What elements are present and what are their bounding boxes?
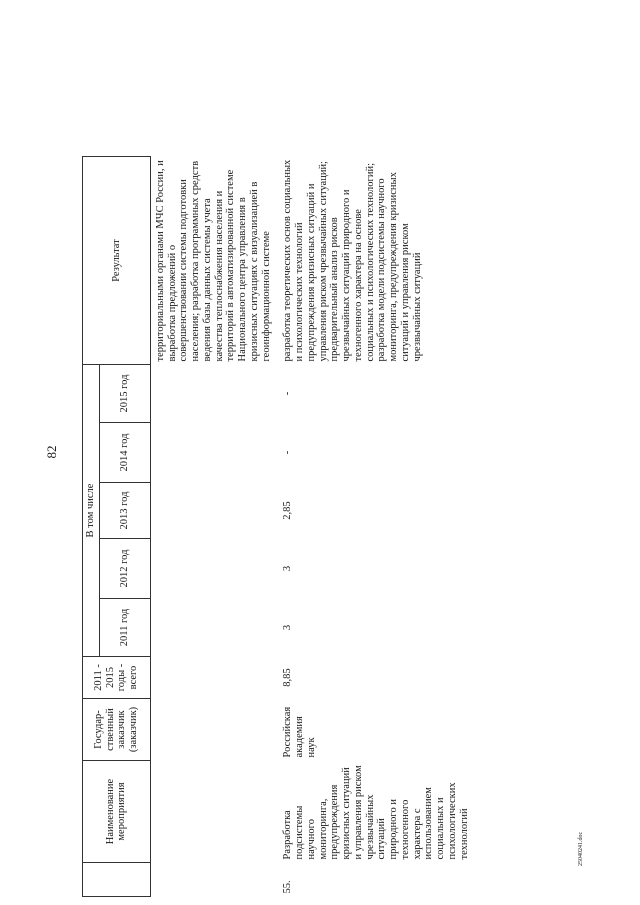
row-2015 (150, 365, 274, 423)
row-number (150, 863, 274, 897)
header-result: Результат (83, 157, 151, 365)
row-number: 55. (282, 880, 294, 894)
header-2011: 2011 год (99, 599, 150, 657)
row-result: разработка теоретических основ социальных и психологических технологий предупреждения кризисных ситуаций и управления риском чрезвычайных ситуаций; предварительный анализ рисков чрезвычайных ситуаций природного и техногенного характера на основе социальных и психологических технологий; разработка модели подсистемы научного мониторинга, предупреждения кризисных ситуаций и управления риском чрезвычайных ситуаций (282, 159, 423, 362)
row-2012 (150, 539, 274, 599)
row-2014 (150, 423, 274, 483)
row-2012: 3 (282, 565, 294, 572)
header-name: Наименование мероприятия (83, 761, 151, 863)
header-2014: 2014 год (99, 423, 150, 483)
row-result: территориальными органами МЧС России, и выработка предложений о совершенствовании системы подготовки населения; разработка программных средств ведения базы данных системы учета качества теплоснабжения населения и территорий в автоматизированной системе Национального центра управления в кризисных ситуациях с визуализацией в геоинформационной системе (154, 160, 272, 362)
page-number: 82 (44, 445, 59, 459)
row-2015: - (282, 391, 294, 396)
header-number-cell (83, 863, 151, 897)
row-customer: Российская академия наук (282, 706, 317, 758)
row-2014: - (282, 450, 294, 455)
row-name: Разработка подсистемы научного мониторинга, предупреждения кризисных ситуаций и управления риском чрезвычайных ситуаций природного и техногенного характера с использованием социальных и психологических технологий (282, 765, 470, 860)
row-total: 8,85 (282, 668, 294, 687)
row-customer (150, 699, 274, 761)
header-customer: Государ-ственный заказчик (заказчик) (83, 699, 151, 761)
header-2013: 2013 год (99, 483, 150, 539)
measures-table (82, 156, 472, 897)
table-row (150, 157, 274, 897)
row-2011 (150, 599, 274, 657)
footer-doc-code: 25040241.doc (578, 831, 584, 866)
row-2013 (150, 483, 274, 539)
row-2013: 2,85 (282, 501, 294, 520)
header-2012: 2012 год (99, 539, 150, 599)
header-group: В том числе (83, 365, 100, 657)
row-total (150, 657, 274, 699)
row-2011: 3 (282, 624, 294, 631)
table-row (274, 157, 472, 897)
header-2015: 2015 год (99, 365, 150, 423)
header-total: 2011 - 2015 годы - всего (83, 657, 151, 699)
row-name (150, 761, 274, 863)
